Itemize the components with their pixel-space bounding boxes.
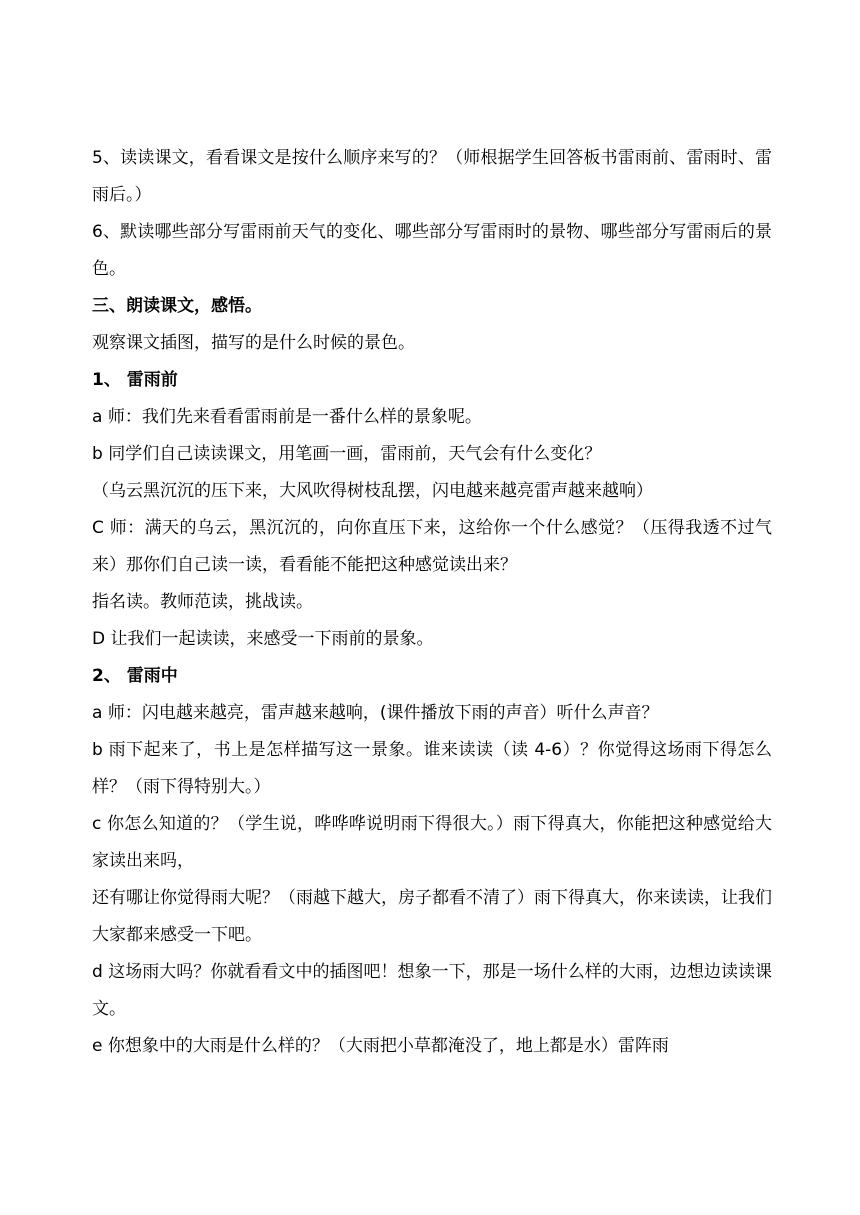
subheading-during-storm: 2、 雷雨中 — [92, 666, 178, 686]
paragraph-1d: D 让我们一起读读，来感受一下雨前的景象。 — [92, 629, 434, 649]
paragraph-step-6: 6、默读哪些部分写雷雨前天气的变化、哪些部分写雷雨时的景物、哪些部分写雷雨后的景色。 — [92, 222, 772, 279]
paragraph-1-reading: 指名读。教师范读，挑战读。 — [92, 592, 313, 612]
paragraph-2c: c 你怎么知道的？（学生说，哗哗哗说明雨下得很大。）雨下得真大，你能把这种感觉给大家读出来吗， — [92, 814, 772, 871]
paragraph-step-5: 5、读读课文，看看课文是按什么顺序来写的？（师根据学生回答板书雷雨前、雷雨时、雷雨后。） — [92, 148, 772, 205]
paragraph-2a: a 师：闪电越来越亮，雷声越来越响，(课件播放下雨的声音）听什么声音？ — [92, 703, 659, 723]
paragraph-2e: e 你想象中的大雨是什么样的？（大雨把小草都淹没了，地上都是水）雷阵雨 — [92, 1036, 669, 1056]
paragraph-2b: b 雨下起来了，书上是怎样描写这一景象。谁来读读（读 4-6）？你觉得这场雨下得怎么样？（雨下得特别大。） — [92, 740, 772, 797]
paragraph-1a: a 师：我们先来看看雷雨前是一番什么样的景象呢。 — [92, 407, 482, 427]
paragraph-2c-continued: 还有哪让你觉得雨大呢？（雨越下越大，房子都看不清了）雨下得真大，你来读读，让我们大家都来感受一下吧。 — [92, 888, 772, 945]
subheading-before-storm: 1、 雷雨前 — [92, 370, 178, 390]
section-heading-3: 三、朗读课文，感悟。 — [92, 296, 262, 316]
paragraph-1b: b 同学们自己读读课文，用笔画一画，雷雨前，天气会有什么变化？ — [92, 444, 602, 464]
document-page — [92, 140, 772, 1065]
paragraph-1b-answer: （乌云黑沉沉的压下来，大风吹得树枝乱摆，闪电越来越亮雷声越来越响） — [92, 481, 653, 501]
paragraph-1c: C 师：满天的乌云，黑沉沉的，向你直压下来，这给你一个什么感觉？（压得我透不过气来）那你们自己读一读，看看能不能把这种感觉读出来？ — [92, 518, 772, 575]
paragraph-2d: d 这场雨大吗？你就看看文中的插图吧！想象一下，那是一场什么样的大雨，边想边读读课文。 — [92, 962, 772, 1019]
paragraph-observe: 观察课文插图，描写的是什么时候的景色。 — [92, 333, 415, 353]
